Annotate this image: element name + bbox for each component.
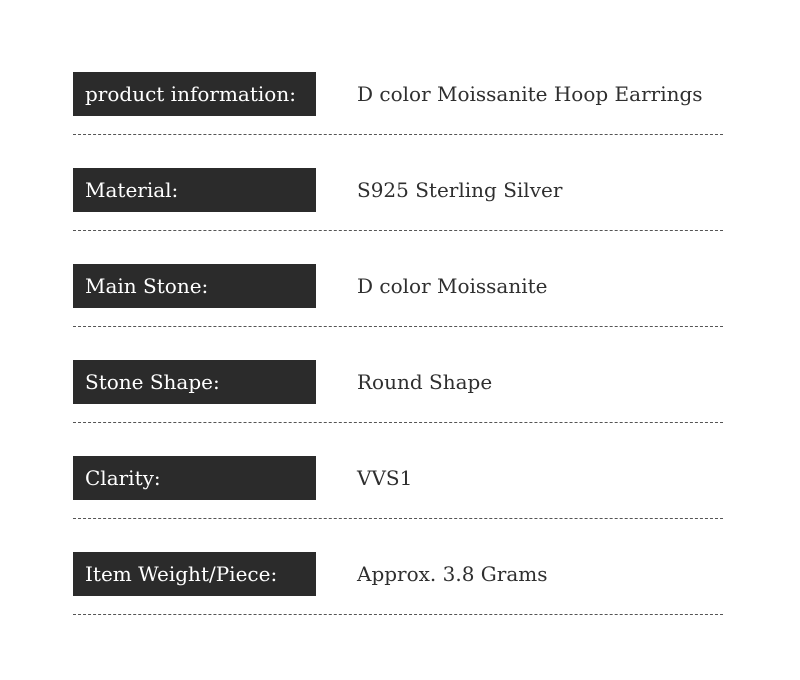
dashed-divider bbox=[73, 518, 723, 519]
spec-row-material bbox=[73, 168, 723, 264]
spec-value: Round Shape bbox=[357, 370, 493, 394]
dashed-divider bbox=[73, 230, 723, 231]
dashed-divider bbox=[73, 326, 723, 327]
product-spec-table bbox=[73, 72, 723, 648]
spec-value: Approx. 3.8 Grams bbox=[357, 562, 548, 586]
spec-value: D color Moissanite bbox=[357, 274, 548, 298]
spec-row-clarity bbox=[73, 456, 723, 552]
spec-label: Material: bbox=[73, 168, 316, 212]
spec-row-item-weight bbox=[73, 552, 723, 648]
spec-label: product information: bbox=[73, 72, 316, 116]
spec-value: S925 Sterling Silver bbox=[357, 178, 563, 202]
dashed-divider bbox=[73, 422, 723, 423]
spec-label: Main Stone: bbox=[73, 264, 316, 308]
spec-value: VVS1 bbox=[357, 466, 413, 490]
spec-value: D color Moissanite Hoop Earrings bbox=[357, 82, 703, 106]
spec-row-stone-shape bbox=[73, 360, 723, 456]
spec-label: Item Weight/Piece: bbox=[73, 552, 316, 596]
dashed-divider bbox=[73, 134, 723, 135]
dashed-divider bbox=[73, 614, 723, 615]
spec-row-main-stone bbox=[73, 264, 723, 360]
spec-label: Clarity: bbox=[73, 456, 316, 500]
spec-row-product-information bbox=[73, 72, 723, 168]
spec-label: Stone Shape: bbox=[73, 360, 316, 404]
